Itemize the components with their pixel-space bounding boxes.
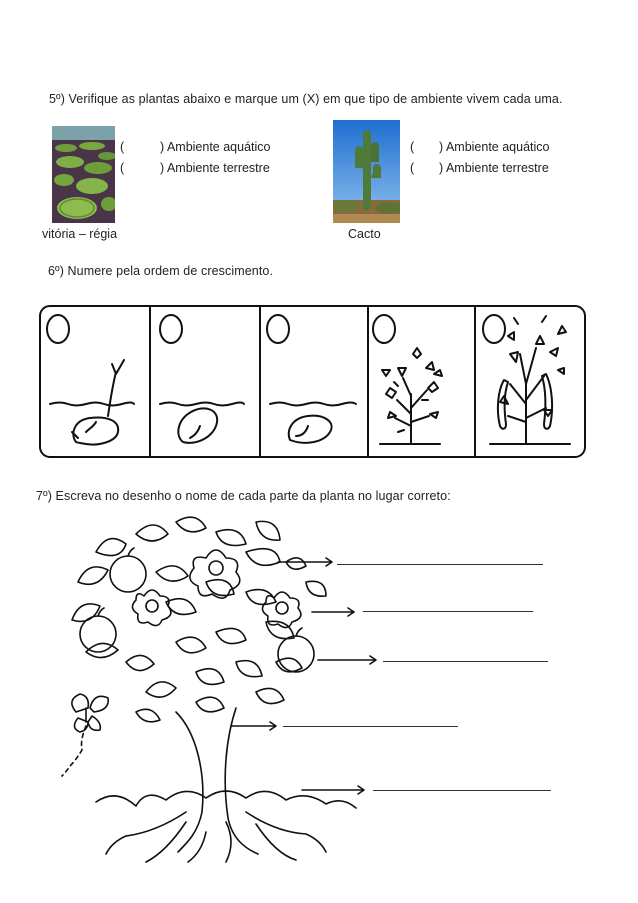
answer-line-2[interactable] [363,611,533,612]
tree-drawing [56,512,576,872]
stage-2-seed [160,315,244,443]
stage-1-seed-with-root [47,315,134,445]
paren-open: ( [120,161,125,175]
stage-4-young-plant [373,315,442,444]
tree-canopy-leaves [72,517,326,722]
option-aquatic-victoria-regia[interactable]: ) Ambiente aquático [160,140,271,154]
stage-5-number-circle [483,315,505,343]
question-7-prompt: 7º) Escreva no desenho o nome de cada parte da planta no lugar correto: [36,489,451,503]
paren-open: ( [120,140,125,154]
growth-stages-strip [38,304,587,459]
answer-line-4[interactable] [283,726,458,727]
cactus-photo [333,120,400,223]
question-5-prompt: 5º) Verifique as plantas abaixo e marque um (X) em que tipo de ambiente vivem cada uma. [49,92,563,106]
paren-open: ( [410,140,415,154]
stage-1-number-circle [47,315,69,343]
option-terrestrial-victoria-regia[interactable]: ) Ambiente terrestre [160,161,270,175]
answer-line-1[interactable] [337,564,543,565]
stage-2-number-circle [160,315,182,343]
butterfly-drawing [62,694,108,776]
caption-cactus: Cacto [348,227,381,241]
caption-victoria-regia: vitória – régia [42,227,118,241]
stage-5-bean-plant-with-pods [483,315,570,444]
answer-line-5[interactable] [373,790,551,791]
stage-4-number-circle [373,315,395,343]
paren-open: ( [410,161,415,175]
option-terrestrial-cactus[interactable]: ) Ambiente terrestre [439,161,549,175]
stage-3-number-circle [267,315,289,343]
tree-apples [80,548,314,672]
option-aquatic-cactus[interactable]: ) Ambiente aquático [439,140,550,154]
tree-flowers [132,550,300,628]
victoria-regia-photo [52,126,115,223]
stage-3-seed [267,315,356,443]
question-6-prompt: 6º) Numere pela ordem de crescimento. [48,264,274,278]
answer-line-3[interactable] [383,661,548,662]
